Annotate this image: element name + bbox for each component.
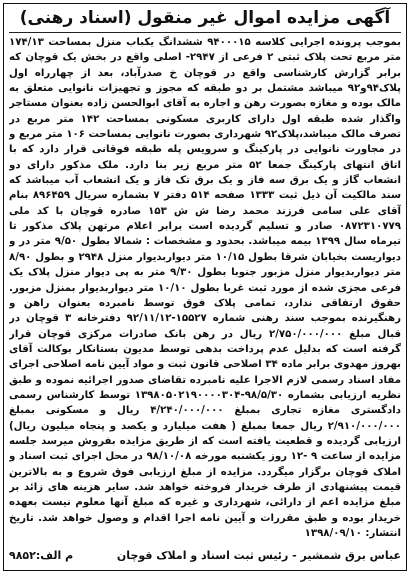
notice-signature: عباس برق شمشیر - رئیس ثبت اسناد و املاک قوچان	[116, 549, 401, 562]
notice-title: آگهی مزایده اموال غیر منقول (اسناد رهنی)	[9, 5, 401, 33]
notice-reference-code: م الف:۹۸۵۲	[9, 549, 74, 562]
notice-footer	[9, 545, 401, 567]
notice-body: بموجب پرونده اجرایی کلاسه ۹۴۰۰۰۱۵ ششدانگ یکباب منزل بمساحت ۱۷۴/۱۳ متر مربع تحت پلاک ثبتی ۲ فرعی از ۲۹۴۷- اصلی واقع در بخش یک قوچان که برابر گزارش کارشناسی واقع در قوچان خ صدرآباد، بعد از چهارراه اول پلاک۹۴و۹۲ میباشد مشتمل بر دو طبقه که مجوز و تجهیزات نانوایی متعلق به مالک بوده و مغازه بصورت رهن و اجاره به آقای ابوالحسن زاده بعنوان مستاجر واگذار شده طبقه اول دارای کاربری مسکونی بمساحت ۱۴۲ متر مربع در تصرف مالک میباشد،پلاک۹۲ شهرداری بصورت نانوایی بمساحت ۱۰۶ متر مربع و در مجاورت نانوایی در پارکینگ و سرویس پله طبقه فوقانی قرار دارد که با اتاق انتهای پارکینگ جمعا ۵۲ متر مربع زیر بنا دارد. ملک مذکور دارای دو انشعاب گاز و یک برق سه فاز و یک برق تک فاز و یک انشعاب آب میباشد که سند مالکیت آن ذیل ثبت ۱۳۳۳ صفحه ۵۱۴ دفتر ۷ بشماره سریال ۸۹۶۴۵۹ بنام آقای علی سامی فرزند محمد رضا ش ش ۱۵۳ صادره قوچان با کد ملی ۰۸۷۲۳۱۰۷۷۹ صادر و تسلیم گردیده است برابر اعلام مرتهن پلاک مذکور تا تیرماه سال ۱۳۹۹ بیمه میباشد. بحدود و مشخصات : شمالا بطول ۹/۵۰ متر در و دیواریست بخیابان شرقا بطول ۱۰/۱۵ متر دیواربدیوار منزل ۲۹۴۸ و بطول ۸/۹۰ متر دیواربدیوار منزل مزبور جنوبا بطول ۹/۳۰ متر به پی دیوار منزل پلاک یک فرعی مجزی شده از مورد ثبت غربا بطول ۱۰/۱۰ متر دیواربدیوار بمنزل مزبور. حقوق ارتفاقی ندارد، تمامی پلاک فوق توسط نامبرده بعنوان راهن و رهنگیرنده بموجب سند رهنی شماره ۱۵۵۲۷-۹۲/۱۱/۱۲ دفترخانه ۳ قوچان در قبال مبلغ ۲/۷۵۰/۰۰۰/۰۰۰ ریال در رهن بانک صادرات مرکزی قوچان قرار گرفته است که بدلیل عدم پرداخت بدهی توسط مدیون بستانکار بوکالت آقای بهروز مهدوی برابر ماده ۳۴ اصلاحی قانون ثبت و مواد آیین نامه اصلاحی اجرای مفاد اسناد رسمی لازم الاجرا علیه نامبرده تقاضای صدور اجرائیه نموده و طبق نظریه ارزیابی بشماره ۹۸/۵/۳۰-۱۳۹۸۰۵۰۲۱۹۰۰۰۰۳۰۴ توسط کارشناس رسمی دادگستری مغازه تجاری بمبلغ ۴/۲۴۰/۰۰۰/۰۰۰ ریال و مسکونی بمبلغ ۲/۹۱۰/۰۰۰/۰۰۰ ریال جمعا بمبلغ ( هفت میلیارد و یکصد و پنجاه میلیون ریال) ارزیابی گردیده و قطعیت یافته است که از طریق مزایده بفروش میرسد جلسه مزایده از ساعت ۹ -۱۲ روز یکشنبه مورخه ۹۸/۱۰/۰۸ در محل اجرای ثبت اسناد و املاک قوچان برگزار میگردد. مزایده از مبلغ ارزیابی فوق شروع و به بالاترین قیمت پیشنهادی از طرف خریدار فروخته خواهد شد. سایر هزینه های زائد بر مبلغ مزایده اعم از دارائی، شهرداری و غیره که مبلغ آنها معلوم نیست بعهده خریدار بوده و طبق مقررات و آیین نامه اجرا اقدام و وصول خواهد شد. تاریخ انتشار: ۱۳۹۸/۰۹/۱۰	[9, 37, 401, 539]
auction-notice	[3, 3, 407, 571]
